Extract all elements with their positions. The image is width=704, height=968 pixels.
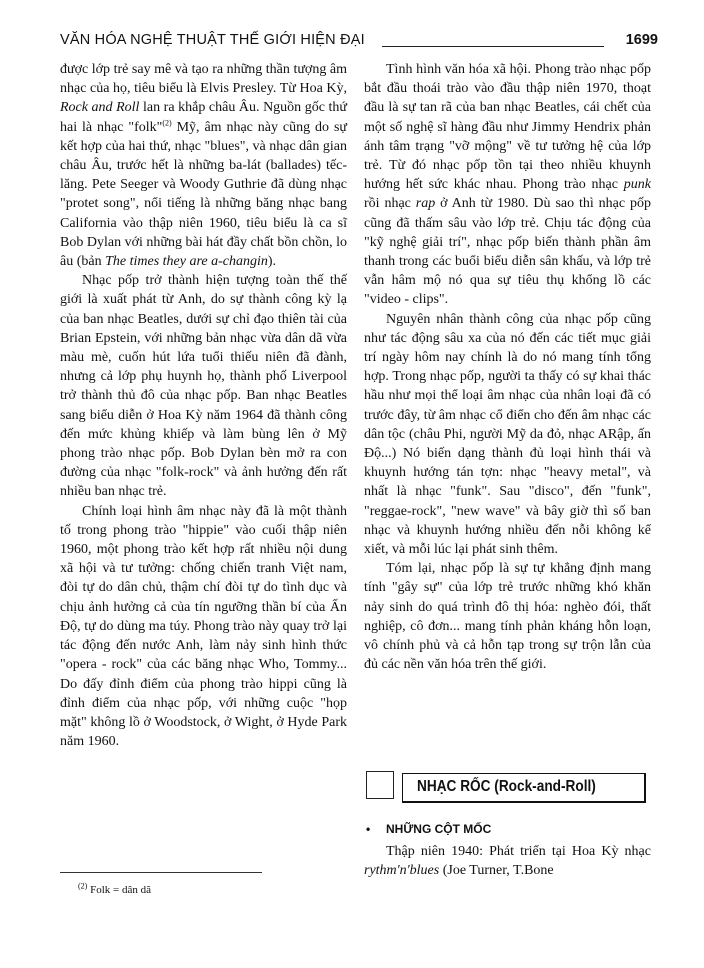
text-run: rồi nhạc	[364, 196, 416, 212]
heading-square-ornament	[366, 771, 394, 799]
paragraph	[364, 842, 651, 880]
text-run: được lớp trẻ say mê và tạo ra những thần tượng âm nhạc của họ, tiêu biểu là Elvis Presley. Từ Hoa Kỳ,	[60, 62, 347, 97]
italic-term: rythm'n'blues	[364, 863, 440, 879]
subheading-text: NHỮNG CỘT MỐC	[386, 822, 492, 836]
text-run: ).	[267, 254, 277, 270]
section-heading	[366, 771, 652, 811]
paragraph	[364, 60, 651, 310]
italic-term: punk	[623, 177, 651, 193]
running-header	[60, 30, 658, 50]
text-run: (Joe Turner, T.Bone	[439, 863, 554, 879]
text-run: Thập niên 1940: Phát triển tại Hoa Kỳ nhạc	[386, 844, 651, 859]
text-run: Mỹ, âm nhạc này cũng do sự kết hợp của hai thứ, nhạc "blues", và nhạc dân gian châu Âu, trước hết là những ba-lát (ballades) tếc-lăng. Pete Seeger và Woody Guthrie đã dùng nhạc "protet song", nổi tiếng là những băng nhạc bang California vào thập niên 1960, tiêu biểu là ca sĩ Bob Dylan với những bài hát đầy chất bồn chồn, lo âu (bản	[60, 119, 347, 270]
running-title: VĂN HÓA NGHỆ THUẬT THẾ GIỚI HIỆN ĐẠI	[60, 32, 365, 48]
text-run: lan ra khắp châu Âu. Nguồn gốc thứ hai là nhạc "folk"	[60, 100, 347, 135]
italic-term: rap	[415, 196, 436, 212]
paragraph: Nhạc pốp trở thành hiện tượng toàn thế thế giới là xuất phát từ Anh, do sự thành công kỳ lạ của ban nhạc Beatles, dưới sự chỉ đạo thiên tài của Brian Epstein, với những bản nhạc vừa dân dã vừa màu mè, cuốn hút lứa tuổi thiếu niên đã đành, nhưng cả lớp phụ huynh họ, thành phố Liverpool trở thành thủ đô của nhạc pốp. Ban nhạc Beatles sang biểu diễn ở Hoa Kỳ năm 1964 đã thành công đến mức khủng khiếp và làm bùng lên ở Mỹ phong trào nhạc pốp. Bob Dylan bèn mở ra con đường của nhạc "folk-rock" và ảnh hưởng đến rất nhiều ban nhạc trẻ.	[60, 273, 347, 500]
text-run: ở Anh từ 1980. Dù sao thì nhạc pốp cũng đã thấm sâu vào lớp trẻ. Chịu tác động của "kỹ nghệ giải trí", nhạc pốp biến thành phần âm thanh trong các buổi biểu diễn sân khấu, và lớp trẻ vẫn hâm mộ nó qua sự tiêu thụ khổng lồ các "video - clips".	[364, 196, 651, 308]
paragraph: Nguyên nhân thành công của nhạc pốp cũng như tác động sâu xa của nó đến các tiết mục giải trí ngày hôm nay chính là do nó mang tính tổng hợp. Trong nhạc pốp, người ta thấy có sự khai thác hầu như mọi thể loại âm nhạc của nhân loại đã có trước đây, từ âm nhạc cổ điển cho đến âm nhạc các dân tộc (châu Phi, người Mỹ da đỏ, nhạc ARập, ấn Độ...) Nó biến dạng thành đủ loại hình thái và khuynh hướng tán tợn: nhạc "heavy metal", và nhất là nhạc "funk". Sau "disco", đến "funk", "reggae-rock", "new wave" và bây giờ thì số ban nhạc và khuynh hướng nhiều đến nỗi không kể xiết, và mỗi lúc lại phát sinh thêm.	[364, 311, 651, 558]
section-title: NHẠC RỐC (Rock-and-Roll)	[417, 778, 596, 795]
footnote-marker: (2)	[78, 881, 88, 891]
italic-title: The times they are a-changin	[105, 254, 268, 270]
footnote-rule	[60, 872, 262, 873]
paragraph: Tóm lại, nhạc pốp là sự tự khẳng định mang tính "gây sự" của lớp trẻ trước những khó khăn nảy sinh do quá trình đô thị hóa: nghèo đói, thất nghiệp, cô đơn... mang tính phản kháng hỗn loạn, vô chính phủ và cả hỗn tạp trong sự trộn lẫn của đủ các nền văn hóa trên thế giới.	[364, 561, 651, 673]
page-number: 1699	[625, 32, 658, 48]
right-column	[364, 60, 651, 675]
footnote	[78, 881, 151, 896]
section-title-frame	[402, 773, 646, 803]
italic-title: Rock and Roll	[60, 100, 140, 116]
paragraph	[60, 60, 347, 271]
header-rule	[382, 46, 604, 47]
footnote-ref: (2)	[162, 117, 172, 127]
paragraph: Chính loại hình âm nhạc này đã là một thành tố trong phong trào "hippie" vào cuối thập niên 1960, một phong trào kết hợp rất nhiều nội dung xã hội và tư tưởng: chống chiến tranh Việt nam, đòi tự do dân chủ, thậm chí đòi tự do tình dục và chịu ảnh hưởng cả của tín ngưỡng thần bí của Ấn Độ, tự do dùng ma túy. Phong trào này quay trở lại tác động đến nước Anh, làm nảy sinh hình thức "opera - rock" của các băng nhạc Who, Tommy... Do đấy đỉnh điểm của phong trào hippi cũng là đỉnh điểm của nhạc pốp, với những cuộc "họp mặt" không lồ ở Woodstock, ở Wight, ở Hyde Park năm 1960.	[60, 503, 347, 750]
section-body	[364, 842, 651, 880]
subheading	[366, 822, 653, 836]
left-column	[60, 60, 347, 751]
bullet-icon: •	[366, 822, 371, 836]
text-run: Tình hình văn hóa xã hội. Phong trào nhạc pốp bắt đầu thoái trào vào đầu thập niên 1970, thoạt đầu là sự tan rã của ban nhạc Beatles, cái chết của một số nghệ sĩ hàng đầu như Jimmy Hendrix phản ánh tâm trạng "vỡ mộng" về tư tưởng hệ của lớp trẻ. Từ đó nhạc pốp tồn tại theo nhiều khuynh hướng hết sức khác nhau. Phong trào nhạc	[364, 62, 651, 193]
footnote-text: Folk = dân dã	[87, 884, 151, 896]
